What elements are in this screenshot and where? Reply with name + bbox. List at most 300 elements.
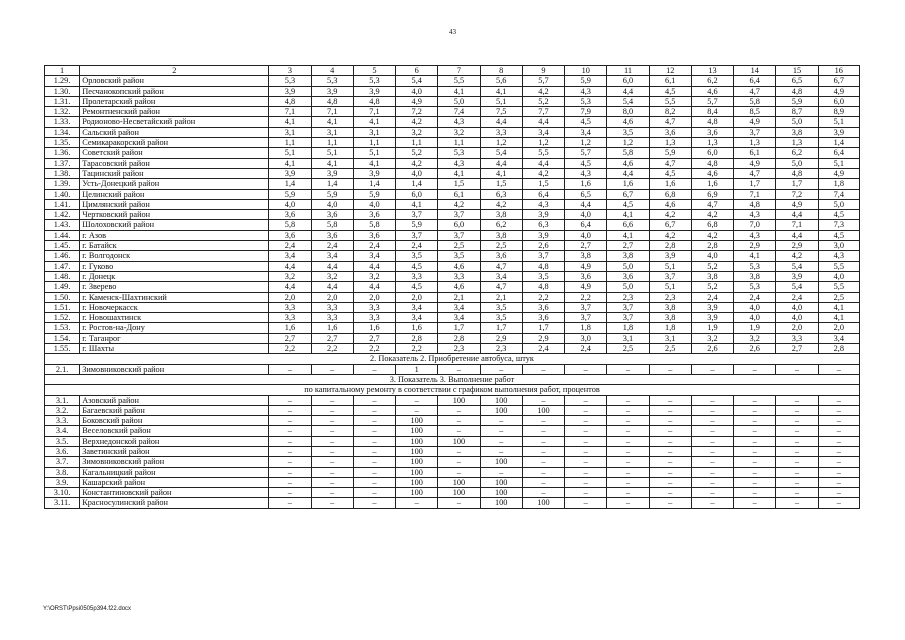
table-row [45,271,860,281]
value-cell: 3,3 [438,271,480,281]
district-name-cell: Цимлянский район [80,199,269,209]
value-cell: 1,6 [565,179,607,189]
value-cell: – [353,416,395,426]
value-cell: – [649,436,691,446]
table-row [45,426,860,436]
value-cell: – [311,498,353,508]
value-cell: 1,6 [691,179,733,189]
value-cell: 3,9 [353,86,395,96]
value-cell: 4,2 [776,251,818,261]
table-row [45,76,860,86]
value-cell: 100 [522,498,564,508]
section-heading-row [45,354,860,364]
value-cell: 3,0 [565,333,607,343]
value-cell: 1,5 [438,179,480,189]
table-row [45,457,860,467]
value-cell: 7,7 [522,107,564,117]
value-cell: 5,9 [353,189,395,199]
value-cell: 3,4 [353,251,395,261]
row-number-cell: 1.31. [45,96,80,106]
value-cell: – [649,477,691,487]
district-name-cell: Веселовский район [80,426,269,436]
value-cell: 6,9 [691,189,733,199]
value-cell: 3,7 [522,251,564,261]
value-cell: – [565,416,607,426]
value-cell: – [607,477,649,487]
value-cell: 3,2 [269,271,311,281]
table-row [45,241,860,251]
district-name-cell: Ремонтненский район [80,107,269,117]
value-cell: 3,9 [311,86,353,96]
value-cell: 2,9 [480,333,522,343]
table-row [45,302,860,312]
row-number-cell: 3.10. [45,488,80,498]
value-cell: 4,2 [396,158,438,168]
value-cell: 3,5 [396,251,438,261]
row-number-cell: 1.45. [45,241,80,251]
value-cell: 5,1 [311,148,353,158]
district-name-cell: г. Каменск-Шахтинский [80,292,269,302]
value-cell: – [818,467,859,477]
value-cell: 3,4 [818,333,859,343]
district-name-cell: Песчанокопский район [80,86,269,96]
value-cell: – [649,395,691,405]
table-row [45,467,860,477]
table-row [45,292,860,302]
row-number-cell: 1.48. [45,271,80,281]
value-cell: 5,2 [522,96,564,106]
district-name-cell: Заветинский район [80,446,269,456]
value-cell: 6,7 [818,76,859,86]
value-cell: 4,0 [353,199,395,209]
value-cell: 1,9 [734,323,776,333]
value-cell: 4,1 [311,117,353,127]
value-cell: 1,1 [269,138,311,148]
district-name-cell: г. Донецк [80,271,269,281]
column-number-cell: 3 [269,66,311,76]
value-cell: 3,9 [311,168,353,178]
value-cell: 4,4 [776,210,818,220]
value-cell: 3,9 [522,210,564,220]
value-cell: – [776,467,818,477]
value-cell: 100 [438,477,480,487]
value-cell: – [565,488,607,498]
value-cell: 4,0 [311,199,353,209]
value-cell: 100 [396,477,438,487]
value-cell: 4,5 [818,210,859,220]
value-cell: – [691,405,733,415]
row-number-cell: 3.4. [45,426,80,436]
value-cell: 4,2 [691,230,733,240]
district-name-cell: г. Батайск [80,241,269,251]
value-cell: 7,1 [776,220,818,230]
value-cell: – [734,436,776,446]
row-number-cell: 3.9. [45,477,80,487]
table-row [45,220,860,230]
value-cell: 4,5 [396,282,438,292]
value-cell: 4,5 [649,168,691,178]
value-cell: 2,5 [438,241,480,251]
value-cell: 5,0 [438,96,480,106]
value-cell: 3,3 [396,271,438,281]
value-cell: – [818,426,859,436]
value-cell: – [565,436,607,446]
value-cell: 6,0 [607,76,649,86]
table-row [45,138,860,148]
value-cell: 4,1 [353,158,395,168]
value-cell: – [480,446,522,456]
value-cell: 1,2 [522,138,564,148]
value-cell: 4,4 [522,117,564,127]
row-number-cell: 3.2. [45,405,80,415]
value-cell: 4,4 [607,86,649,96]
district-name-cell: Багаевский район [80,405,269,415]
row-number-cell: 1.42. [45,210,80,220]
value-cell: 5,9 [396,220,438,230]
district-name-cell: г. Новочеркасск [80,302,269,312]
value-cell: 3,7 [438,230,480,240]
value-cell: 1,7 [776,179,818,189]
value-cell: – [818,405,859,415]
value-cell: – [818,395,859,405]
row-number-cell: 3.11. [45,498,80,508]
value-cell: – [353,467,395,477]
value-cell: 3,6 [311,210,353,220]
district-name-cell: Красносулинский район [80,498,269,508]
value-cell: 5,3 [734,261,776,271]
value-cell: 2,5 [649,344,691,354]
value-cell: – [607,416,649,426]
value-cell: 4,1 [480,86,522,96]
value-cell: 1,3 [734,138,776,148]
value-cell: – [269,436,311,446]
row-number-cell: 1.44. [45,230,80,240]
value-cell: 4,7 [480,282,522,292]
value-cell: – [818,477,859,487]
value-cell: – [818,498,859,508]
value-cell: – [522,426,564,436]
value-cell: – [691,416,733,426]
value-cell: 5,8 [607,148,649,158]
column-number-cell: 11 [607,66,649,76]
value-cell: 3,5 [438,251,480,261]
value-cell: 4,3 [565,86,607,96]
table-row [45,488,860,498]
value-cell: 4,3 [734,230,776,240]
value-cell: 5,3 [565,96,607,106]
value-cell: 2,6 [522,241,564,251]
value-cell: – [776,405,818,415]
value-cell: – [311,477,353,487]
value-cell: – [565,364,607,374]
value-cell: – [818,457,859,467]
value-cell: 4,4 [480,117,522,127]
value-cell: 3,9 [649,251,691,261]
value-cell: 3,6 [353,230,395,240]
value-cell: 100 [396,446,438,456]
value-cell: 4,7 [649,158,691,168]
value-cell: 4,0 [776,313,818,323]
value-cell: 6,7 [649,220,691,230]
page-number: 43 [449,28,456,36]
value-cell: – [565,426,607,436]
district-name-cell: Тацинский район [80,168,269,178]
value-cell: 2,0 [396,292,438,302]
value-cell: 3,2 [438,127,480,137]
value-cell: 4,6 [438,282,480,292]
value-cell: – [734,405,776,415]
value-cell: 6,2 [480,220,522,230]
value-cell: 4,6 [691,86,733,96]
value-cell: 3,9 [269,86,311,96]
value-cell: 4,8 [734,199,776,209]
row-number-cell: 1.46. [45,251,80,261]
value-cell: 2,8 [818,344,859,354]
value-cell: – [396,405,438,415]
value-cell: – [776,446,818,456]
table-row [45,446,860,456]
table-row [45,189,860,199]
value-cell: – [649,426,691,436]
value-cell: 3,1 [353,127,395,137]
indicator-table [44,65,860,509]
value-cell: – [691,467,733,477]
value-cell: 1,8 [818,179,859,189]
value-cell: – [480,416,522,426]
value-cell: – [691,364,733,374]
value-cell: 3,5 [522,271,564,281]
value-cell: 5,9 [776,96,818,106]
value-cell: – [438,457,480,467]
value-cell: 1 [396,364,438,374]
value-cell: – [480,364,522,374]
value-cell: 2,3 [438,344,480,354]
section-heading: по капитальному ремонту в соответствии с графиком выполнения работ, процентов [45,385,860,395]
value-cell: 5,4 [776,282,818,292]
value-cell: 4,5 [396,261,438,271]
value-cell: 1,6 [353,323,395,333]
value-cell: – [522,395,564,405]
value-cell: 4,6 [691,168,733,178]
value-cell: 3,3 [353,313,395,323]
value-cell: 3,7 [734,127,776,137]
value-cell: 2,7 [311,333,353,343]
value-cell: 1,4 [818,138,859,148]
value-cell: 5,5 [649,96,691,106]
value-cell: – [311,467,353,477]
value-cell: 4,2 [438,199,480,209]
value-cell: 3,2 [396,127,438,137]
value-cell: 4,9 [565,282,607,292]
value-cell: 2,2 [522,292,564,302]
value-cell: – [522,436,564,446]
row-number-cell: 1.38. [45,168,80,178]
value-cell: 5,7 [565,148,607,158]
value-cell: 2,5 [818,292,859,302]
value-cell: 3,3 [480,127,522,137]
value-cell: – [480,467,522,477]
value-cell: 5,5 [438,76,480,86]
value-cell: – [649,498,691,508]
value-cell: 2,9 [776,241,818,251]
value-cell: 8,0 [607,107,649,117]
value-cell: – [691,395,733,405]
value-cell: 5,4 [776,261,818,271]
value-cell: 4,9 [818,86,859,96]
value-cell: 5,1 [480,96,522,106]
value-cell: 5,8 [311,220,353,230]
value-cell: 4,5 [607,199,649,209]
value-cell: 3,7 [396,230,438,240]
value-cell: 100 [438,395,480,405]
value-cell: 3,6 [269,210,311,220]
table-row [45,313,860,323]
value-cell: 4,4 [522,158,564,168]
value-cell: 3,9 [691,302,733,312]
value-cell: – [522,364,564,374]
value-cell: 100 [438,436,480,446]
value-cell: 6,2 [776,148,818,158]
district-name-cell: Тарасовский район [80,158,269,168]
value-cell: 4,1 [607,210,649,220]
value-cell: 1,6 [607,179,649,189]
value-cell: 3,5 [480,302,522,312]
value-cell: 7,9 [565,107,607,117]
table-row [45,117,860,127]
row-number-cell: 1.54. [45,333,80,343]
value-cell: – [269,488,311,498]
table-row [45,436,860,446]
value-cell: 4,7 [734,86,776,96]
value-cell: 1,6 [396,323,438,333]
value-cell: 4,7 [649,117,691,127]
value-cell: 2,7 [565,241,607,251]
value-cell: 2,8 [396,333,438,343]
value-cell: 2,3 [649,292,691,302]
district-name-cell: Орловский район [80,76,269,86]
column-number-cell: 4 [311,66,353,76]
value-cell: 3,4 [396,313,438,323]
value-cell: – [818,364,859,374]
column-number-cell: 6 [396,66,438,76]
value-cell: – [396,395,438,405]
value-cell: 6,4 [565,220,607,230]
value-cell: 3,6 [565,271,607,281]
value-cell: 6,4 [522,189,564,199]
value-cell: 4,1 [480,168,522,178]
value-cell: 5,1 [353,148,395,158]
value-cell: 4,1 [396,199,438,209]
district-name-cell: г. Ростов-на-Дону [80,323,269,333]
value-cell: 3,7 [649,271,691,281]
value-cell: 3,9 [353,168,395,178]
value-cell: – [776,416,818,426]
value-cell: – [734,446,776,456]
value-cell: 1,3 [691,138,733,148]
value-cell: 4,2 [649,210,691,220]
value-cell: 4,4 [269,282,311,292]
value-cell: – [480,426,522,436]
row-number-cell: 1.39. [45,179,80,189]
value-cell: – [438,364,480,374]
value-cell: 3,6 [691,127,733,137]
value-cell: 2,0 [353,292,395,302]
value-cell: 3,7 [396,210,438,220]
district-name-cell: Константиновский район [80,488,269,498]
value-cell: 3,2 [311,271,353,281]
value-cell: – [734,457,776,467]
value-cell: 2,4 [311,241,353,251]
value-cell: – [353,498,395,508]
value-cell: 5,1 [649,282,691,292]
value-cell: – [438,405,480,415]
value-cell: 5,0 [607,282,649,292]
district-name-cell: Верхнедонской район [80,436,269,446]
value-cell: – [649,405,691,415]
value-cell: – [776,498,818,508]
value-cell: 2,4 [522,344,564,354]
column-number-cell: 9 [522,66,564,76]
value-cell: 4,6 [607,117,649,127]
value-cell: 4,7 [480,261,522,271]
value-cell: 1,2 [607,138,649,148]
value-cell: 4,8 [776,168,818,178]
value-cell: 3,6 [311,230,353,240]
value-cell: 2,2 [311,344,353,354]
value-cell: – [649,488,691,498]
value-cell: 7,4 [818,189,859,199]
value-cell: – [649,457,691,467]
value-cell: 2,4 [353,241,395,251]
value-cell: – [311,395,353,405]
value-cell: 100 [396,426,438,436]
value-cell: 7,1 [734,189,776,199]
value-cell: 3,9 [776,271,818,281]
value-cell: 3,3 [311,313,353,323]
value-cell: 1,9 [691,323,733,333]
value-cell: 5,1 [818,117,859,127]
column-number-cell: 8 [480,66,522,76]
value-cell: 3,6 [269,230,311,240]
value-cell: – [607,488,649,498]
table-body [45,66,860,509]
value-cell: 1,6 [269,323,311,333]
value-cell: 4,1 [269,158,311,168]
value-cell: 4,3 [565,168,607,178]
district-name-cell: г. Волгодонск [80,251,269,261]
value-cell: 4,1 [818,302,859,312]
value-cell: 3,3 [311,302,353,312]
value-cell: 6,1 [734,148,776,158]
value-cell: 3,4 [565,127,607,137]
table-row [45,251,860,261]
value-cell: 4,9 [776,199,818,209]
value-cell: 4,0 [691,251,733,261]
row-number-cell: 1.30. [45,86,80,96]
value-cell: 3,3 [269,302,311,312]
column-number-cell: 12 [649,66,691,76]
value-cell: – [649,446,691,456]
value-cell: 3,3 [353,302,395,312]
value-cell: 5,9 [565,76,607,86]
value-cell: 6,6 [607,220,649,230]
value-cell: 3,2 [353,271,395,281]
value-cell: 6,7 [607,189,649,199]
value-cell: 3,5 [607,127,649,137]
value-cell: 2,2 [269,344,311,354]
value-cell: 100 [438,488,480,498]
value-cell: – [691,426,733,436]
